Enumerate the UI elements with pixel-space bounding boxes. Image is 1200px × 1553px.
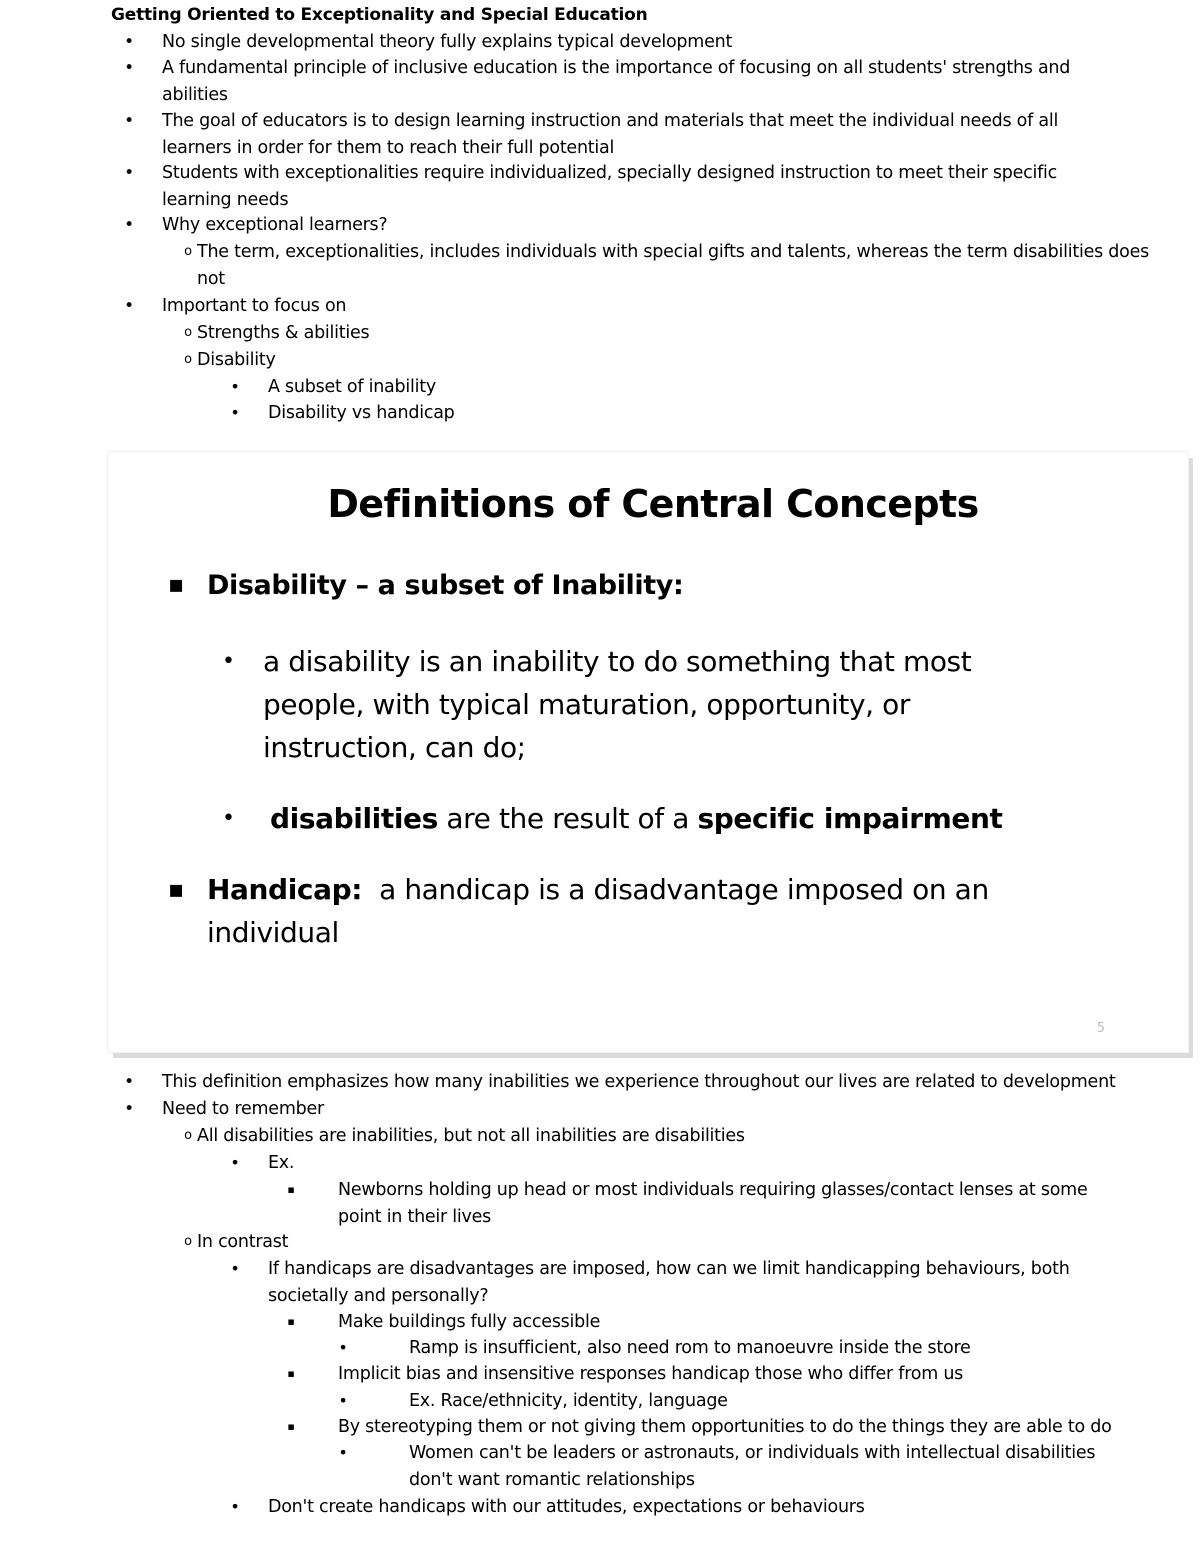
- list-item: ▪ Newborns holding up head or most individuals requiring glasses/contact lenses at some point in their lives: [284, 1177, 1114, 1230]
- list-item: • Students with exceptionalities require individualized, specially designed instruction to meet their specific learning needs: [122, 160, 1107, 213]
- list-item: • Women can't be leaders or astronauts, or individuals with intellectual disabilities don't want romantic relationships: [336, 1440, 1126, 1493]
- list-item: • The goal of educators is to design learning instruction and materials that meet the individual needs of all learners in order for them to reach their full potential: [122, 108, 1107, 161]
- list-item: • If handicaps are disadvantages are imposed, how can we limit handicapping behaviours, both societally and personally?: [228, 1256, 1108, 1309]
- bullet-icon: •: [124, 32, 134, 52]
- square-bullet-icon: ▪: [287, 1367, 295, 1380]
- document-title: Getting Oriented to Exceptionality and Special Education: [111, 5, 648, 25]
- circle-bullet-icon: o: [184, 352, 192, 367]
- bullet-icon: •: [230, 1497, 240, 1516]
- list-item: • Ex. Race/ethnicity, identity, language: [336, 1388, 1156, 1415]
- slide-disability-heading-row: [168, 570, 683, 601]
- bullet-icon: •: [222, 649, 235, 674]
- square-bullet-icon: ▪: [287, 1315, 295, 1328]
- bullet-icon: •: [338, 1338, 348, 1357]
- bullet-icon: •: [124, 1099, 134, 1119]
- bullet-icon: •: [338, 1391, 348, 1410]
- list-item: • Ramp is insufficient, also need rom to manoeuvre inside the store: [336, 1335, 1156, 1362]
- circle-bullet-icon: o: [184, 325, 192, 340]
- square-bullet-icon: ▪: [287, 1183, 295, 1196]
- slide-disability-point-1: • a disability is an inability to do something that most people, with typical maturation, opportunity, or instruction, can do;: [222, 640, 1022, 769]
- slide-page-number: 5: [1096, 1021, 1105, 1036]
- slide-bold-term: specific impairment: [697, 802, 1003, 835]
- slide-disability-point-2: • disabilities are the result of a specific impairment: [222, 797, 1122, 840]
- bullet-icon: •: [338, 1443, 348, 1462]
- list-item: ▪ Implicit bias and insensitive responses handicap those who differ from us: [284, 1361, 1164, 1388]
- bullet-icon: •: [124, 58, 134, 78]
- bullet-icon: •: [124, 1072, 134, 1092]
- list-item: • Ex.: [228, 1150, 1128, 1177]
- circle-bullet-icon: o: [184, 1128, 192, 1143]
- bullet-icon: •: [230, 403, 240, 422]
- circle-bullet-icon: o: [184, 1234, 192, 1249]
- bullet-icon: •: [124, 163, 134, 183]
- list-item: • Disability vs handicap: [228, 400, 1128, 427]
- bullet-icon: •: [222, 806, 235, 831]
- list-item: • A fundamental principle of inclusive education is the importance of focusing on all students' strengths and abilities: [122, 55, 1107, 108]
- square-bullet-icon: ▪: [168, 570, 184, 598]
- list-item: ▪ By stereotyping them or not giving them opportunities to do the things they are able to do: [284, 1414, 1184, 1441]
- list-item: o Disability: [181, 347, 1081, 374]
- bullet-icon: •: [124, 296, 134, 316]
- square-bullet-icon: ▪: [287, 1420, 295, 1433]
- list-item: • Need to remember: [122, 1096, 1122, 1123]
- bullet-icon: •: [124, 215, 134, 235]
- bullet-icon: •: [230, 377, 240, 396]
- slide-bold-term: disabilities: [270, 802, 438, 835]
- embedded-slide: [108, 452, 1188, 1052]
- bullet-icon: •: [124, 111, 134, 131]
- list-item: ▪ Make buildings fully accessible: [284, 1309, 1164, 1336]
- list-item: • This definition emphasizes how many inabilities we experience throughout our lives are related to development: [122, 1069, 1192, 1096]
- bullet-icon: •: [230, 1153, 240, 1172]
- slide-handicap-row: ▪ Handicap: a handicap is a disadvantage imposed on an individual: [168, 868, 1028, 954]
- list-item: • Don't create handicaps with our attitudes, expectations or behaviours: [228, 1494, 1128, 1521]
- slide-disability-heading: Disability – a subset of Inability:: [207, 570, 684, 601]
- square-bullet-icon: ▪: [168, 875, 184, 903]
- list-item: o Strengths & abilities: [181, 320, 1081, 347]
- bullet-icon: •: [230, 1259, 240, 1278]
- list-item: • Important to focus on: [122, 293, 1182, 320]
- circle-bullet-icon: o: [184, 244, 192, 259]
- list-item: o All disabilities are inabilities, but not all inabilities are disabilities: [181, 1123, 1141, 1150]
- slide-handicap-label: Handicap:: [207, 873, 363, 906]
- list-item: o In contrast: [181, 1229, 1081, 1256]
- list-item: • A subset of inability: [228, 374, 1128, 401]
- list-item: • No single developmental theory fully explains typical development: [122, 29, 1182, 56]
- list-item: • Why exceptional learners?: [122, 212, 1182, 239]
- slide-title: Definitions of Central Concepts: [327, 482, 979, 526]
- list-item: o The term, exceptionalities, includes individuals with special gifts and talents, whereas the term disabilities does not: [181, 239, 1151, 292]
